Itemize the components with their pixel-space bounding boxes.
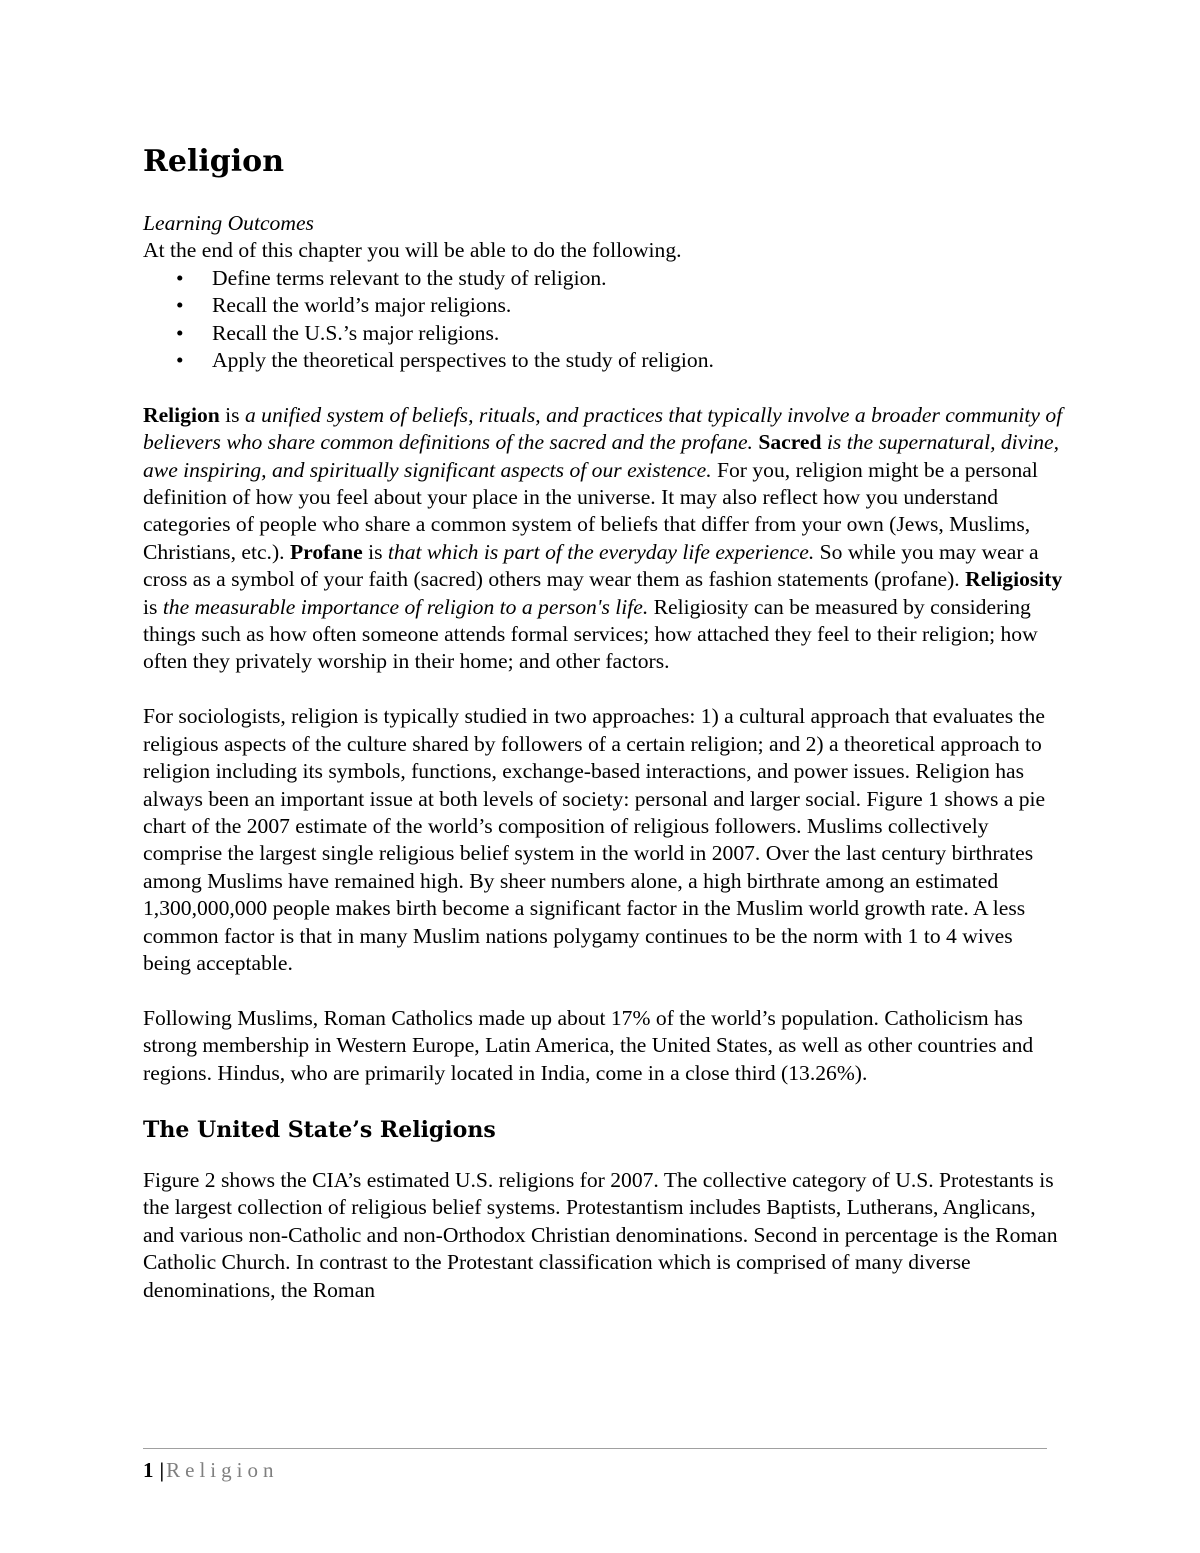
page-title: Religion	[143, 144, 285, 179]
footer-separator: |	[159, 1458, 165, 1482]
list-item-text: Recall the world’s major religions.	[212, 293, 512, 318]
list-item-text: Define terms relevant to the study of religion.	[212, 265, 607, 290]
term-sacred: Sacred	[752, 430, 822, 455]
list-item	[143, 347, 1063, 374]
paragraph-text: Religiosity can be measured by considering things such as how often someone attends formal services; how attached they feel to their religion; how often they privately worship in their home; and other factors.	[143, 594, 1038, 674]
learning-outcomes-list	[143, 265, 1063, 375]
term-religion: Religion	[143, 402, 220, 427]
term-profane: Profane	[289, 539, 363, 564]
text-is: is	[143, 594, 163, 619]
learning-outcomes-heading: Learning Outcomes	[143, 211, 314, 235]
page-footer	[143, 1457, 278, 1483]
bullet-icon: •	[176, 320, 184, 345]
definition-religiosity: the measurable importance of religion to a person's life.	[162, 594, 649, 619]
footer-divider	[143, 1448, 1047, 1449]
term-religiosity: Religiosity	[965, 567, 1063, 592]
bullet-icon: •	[176, 293, 184, 318]
definition-religion: a unified system of beliefs, rituals, and practices that typically involve a broader community of believers who share common definitions of the sacred and the profane.	[143, 402, 1063, 455]
list-item	[143, 320, 1063, 347]
list-item	[143, 265, 1063, 292]
learning-outcomes-intro: At the end of this chapter you will be able to do the following.	[143, 238, 682, 263]
definition-profane: that which is part of the everyday life experience.	[387, 539, 815, 564]
page-number: 1	[143, 1458, 154, 1482]
text-is: is	[219, 402, 245, 427]
paragraph-us-religions: Figure 2 shows the CIA’s estimated U.S. religions for 2007. The collective category of U.S. Protestants is the largest collection of religious belief systems. Protestantism includes Baptists, Lutherans, Anglicans, and various non-Catholic and non-Orthodox Christian denominations. Second in percentage is the Roman Catholic Church. In contrast to the Protestant classification which is comprised of many diverse denominations, the Roman	[143, 1167, 1058, 1302]
list-item-text: Apply the theoretical perspectives to the study of religion.	[212, 348, 714, 373]
paragraph-text: So while you may wear a cross as a symbol of your faith (sacred) others may wear them as fashion statements (profane).	[143, 539, 1039, 592]
list-item-text: Recall the U.S.’s major religions.	[212, 320, 500, 345]
section-heading: The United State’s Religions	[143, 1116, 496, 1143]
document-page	[143, 140, 1063, 1304]
paragraph-text: For you, religion might be a personal definition of how you feel about your place in the universe. It may also reflect how you understand categories of people who share a common system of beliefs that differ from your own (Jews, Muslims, Christians, etc.).	[143, 457, 1038, 564]
definition-sacred: is the supernatural, divine, awe inspiring, and spiritually significant aspects of our existence.	[143, 430, 1060, 482]
running-title: Religion	[166, 1458, 279, 1482]
paragraph-roman-catholics: Following Muslims, Roman Catholics made up about 17% of the world’s population. Catholicism has strong membership in Western Europe, Latin America, the United States, as well as other countries and regions. Hindus, who are primarily located in India, come in a close third (13.26%).	[143, 1005, 1034, 1085]
list-item	[143, 292, 1063, 319]
text-is: is	[362, 539, 388, 564]
document-body	[143, 210, 1063, 1304]
paragraph-sociological-approaches: For sociologists, religion is typically studied in two approaches: 1) a cultural approach that evaluates the religious aspects of the culture shared by followers of a certain religion; and 2) a theoretical approach to religion including its symbols, functions, exchange-based interactions, and power issues. Religion has always been an important issue at both levels of society: personal and larger social. Figure 1 shows a pie chart of the 2007 estimate of the world’s composition of religious followers. Muslims collectively comprise the largest single religious belief system in the world in 2007. Over the last century birthrates among Muslims have remained high. By sheer numbers alone, a high birthrate among an estimated 1,300,000,000 people makes birth become a significant factor in the Muslim world growth rate. A less common factor is that in many Muslim nations polygamy continues to be the norm with 1 to 4 wives being acceptable.	[143, 704, 1046, 975]
paragraph-religion-definitions	[143, 402, 1063, 676]
bullet-icon: •	[176, 348, 184, 373]
bullet-icon: •	[176, 265, 184, 290]
